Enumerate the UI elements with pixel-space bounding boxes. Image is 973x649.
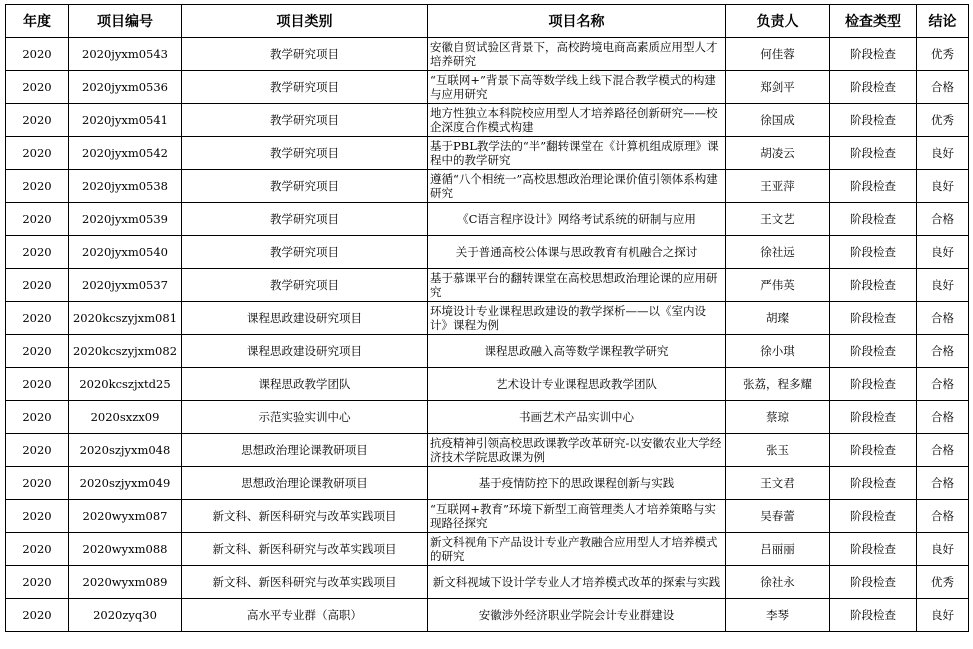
cell-year: 2020 [6,236,69,269]
cell-year: 2020 [6,38,69,71]
project-name-text: 遵循“八个相统一”高校思想政治理论课价值引领体系构建研究 [430,172,718,200]
cell-check-type: 阶段检查 [830,533,917,566]
cell-category: 新文科、新医科研究与改革实践项目 [182,500,428,533]
table-row [6,500,969,533]
cell-category: 思想政治理论课教研项目 [182,434,428,467]
cell-code: 2020jyxm0542 [69,137,182,170]
project-name-text: 基于疫情防控下的思政课程创新与实践 [478,476,675,490]
cell-check-type: 阶段检查 [830,500,917,533]
cell-category: 教学研究项目 [182,203,428,236]
cell-category: 教学研究项目 [182,170,428,203]
cell-year: 2020 [6,203,69,236]
cell-year: 2020 [6,500,69,533]
table-row [6,599,969,632]
cell-check-type: 阶段检查 [830,434,917,467]
cell-code: 2020wyxm089 [69,566,182,599]
cell-project-name [428,170,726,203]
cell-year: 2020 [6,566,69,599]
cell-code: 2020kcszyjxm081 [69,302,182,335]
project-name-text: 安徽涉外经济职业学院会计专业群建设 [478,608,675,622]
cell-leader: 徐社远 [726,236,830,269]
cell-check-type: 阶段检查 [830,566,917,599]
project-name-text: 《C语言程序设计》网络考试系统的研制与应用 [457,212,696,226]
cell-year: 2020 [6,533,69,566]
cell-project-name [428,599,726,632]
cell-check-type: 阶段检查 [830,170,917,203]
cell-result: 优秀 [917,566,969,599]
cell-leader: 何佳蓉 [726,38,830,71]
project-name-text: 新文科视域下设计学专业人才培养模式改革的探索与实践 [432,575,721,589]
cell-year: 2020 [6,269,69,302]
cell-year: 2020 [6,401,69,434]
cell-project-name [428,302,726,335]
cell-code: 2020wyxm087 [69,500,182,533]
cell-leader: 徐社永 [726,566,830,599]
cell-code: 2020jyxm0541 [69,104,182,137]
cell-category: 课程思政建设研究项目 [182,335,428,368]
cell-result: 合格 [917,500,969,533]
cell-category: 教学研究项目 [182,137,428,170]
cell-leader: 胡璨 [726,302,830,335]
cell-code: 2020jyxm0538 [69,170,182,203]
cell-check-type: 阶段检查 [830,203,917,236]
cell-code: 2020jyxm0540 [69,236,182,269]
cell-project-name [428,434,726,467]
cell-year: 2020 [6,137,69,170]
table-row [6,38,969,71]
project-table [5,4,969,632]
cell-code: 2020kcszyjxm082 [69,335,182,368]
cell-code: 2020jyxm0543 [69,38,182,71]
cell-year: 2020 [6,71,69,104]
cell-leader: 王文艺 [726,203,830,236]
cell-code: 2020jyxm0536 [69,71,182,104]
cell-project-name [428,269,726,302]
table-row [6,401,969,434]
cell-year: 2020 [6,434,69,467]
table-row [6,335,969,368]
cell-leader: 吴春蕾 [726,500,830,533]
cell-result: 合格 [917,467,969,500]
table-body [6,38,969,632]
cell-result: 良好 [917,236,969,269]
cell-category: 教学研究项目 [182,269,428,302]
cell-category: 教学研究项目 [182,38,428,71]
header-year: 年度 [6,5,69,38]
cell-leader: 徐国成 [726,104,830,137]
cell-year: 2020 [6,104,69,137]
cell-result: 良好 [917,533,969,566]
project-name-text: 艺术设计专业课程思政教学团队 [496,377,657,391]
cell-result: 良好 [917,269,969,302]
table-row [6,170,969,203]
cell-check-type: 阶段检查 [830,71,917,104]
cell-year: 2020 [6,170,69,203]
cell-category: 思想政治理论课教研项目 [182,467,428,500]
cell-result: 优秀 [917,104,969,137]
cell-result: 合格 [917,71,969,104]
project-name-text: “互联网+”背景下高等数学线上线下混合教学模式的构建与应用研究 [430,73,716,101]
cell-code: 2020jyxm0537 [69,269,182,302]
cell-check-type: 阶段检查 [830,599,917,632]
cell-check-type: 阶段检查 [830,137,917,170]
cell-project-name [428,137,726,170]
cell-check-type: 阶段检查 [830,401,917,434]
table-row [6,434,969,467]
cell-result: 合格 [917,401,969,434]
cell-year: 2020 [6,467,69,500]
cell-code: 2020wyxm088 [69,533,182,566]
project-name-text: 抗疫精神引领高校思政课教学改革研究-以安徽农业大学经济技术学院思政课为例 [430,436,722,464]
cell-project-name [428,401,726,434]
cell-project-name [428,566,726,599]
cell-category: 新文科、新医科研究与改革实践项目 [182,533,428,566]
table-row [6,533,969,566]
project-name-text: 书画艺术产品实训中心 [519,410,634,424]
cell-leader: 李琴 [726,599,830,632]
table-header-row [6,5,969,38]
table-row [6,137,969,170]
cell-project-name [428,368,726,401]
table-row [6,368,969,401]
header-category: 项目类别 [182,5,428,38]
cell-check-type: 阶段检查 [830,335,917,368]
cell-year: 2020 [6,599,69,632]
cell-code: 2020szjyxm049 [69,467,182,500]
header-leader: 负责人 [726,5,830,38]
cell-check-type: 阶段检查 [830,38,917,71]
cell-code: 2020sxzx09 [69,401,182,434]
cell-leader: 严伟英 [726,269,830,302]
table-row [6,269,969,302]
cell-project-name [428,533,726,566]
cell-code: 2020szjyxm048 [69,434,182,467]
cell-leader: 张荔，程多耀 [726,368,830,401]
cell-leader: 张玉 [726,434,830,467]
project-name-text: 课程思政融入高等数学课程教学研究 [484,344,669,358]
cell-year: 2020 [6,302,69,335]
cell-check-type: 阶段检查 [830,104,917,137]
table-row [6,566,969,599]
cell-leader: 王文君 [726,467,830,500]
cell-category: 课程思政建设研究项目 [182,302,428,335]
cell-result: 合格 [917,434,969,467]
cell-check-type: 阶段检查 [830,269,917,302]
project-name-text: 基于PBL教学法的“半”翻转课堂在《计算机组成原理》课程中的教学研究 [430,139,719,167]
cell-result: 合格 [917,335,969,368]
project-name-text: 地方性独立本科院校应用型人才培养路径创新研究——校企深度合作模式构建 [430,106,718,134]
cell-project-name [428,236,726,269]
header-name: 项目名称 [428,5,726,38]
cell-project-name [428,38,726,71]
header-check-type: 检查类型 [830,5,917,38]
project-name-text: 关于普通高校公体课与思政教育有机融合之探讨 [455,245,698,259]
cell-category: 教学研究项目 [182,71,428,104]
cell-code: 2020jyxm0539 [69,203,182,236]
cell-category: 课程思政教学团队 [182,368,428,401]
table-row [6,71,969,104]
cell-project-name [428,500,726,533]
project-name-text: 安徽自贸试验区背景下，高校跨境电商高素质应用型人才培养研究 [430,40,718,68]
header-code: 项目编号 [69,5,182,38]
cell-result: 良好 [917,137,969,170]
cell-check-type: 阶段检查 [830,467,917,500]
cell-result: 合格 [917,302,969,335]
cell-leader: 郑剑平 [726,71,830,104]
header-result: 结论 [917,5,969,38]
project-name-text: “互联网+教育”环境下新型工商管理类人才培养策略与实现路径探究 [430,502,716,530]
project-name-text: 新文科视角下产品设计专业产教融合应用型人才培养模式的研究 [430,535,718,563]
table-row [6,302,969,335]
cell-leader: 王亚萍 [726,170,830,203]
cell-result: 合格 [917,368,969,401]
cell-check-type: 阶段检查 [830,236,917,269]
project-name-text: 基于慕课平台的翻转课堂在高校思想政治理论课的应用研究 [430,271,718,299]
cell-leader: 徐小琪 [726,335,830,368]
cell-category: 示范实验实训中心 [182,401,428,434]
cell-code: 2020zyq30 [69,599,182,632]
cell-leader: 吕丽丽 [726,533,830,566]
cell-category: 教学研究项目 [182,236,428,269]
cell-result: 合格 [917,203,969,236]
cell-result: 良好 [917,170,969,203]
table-row [6,203,969,236]
project-name-text: 环境设计专业课程思政建设的教学探析——以《室内设计》课程为例 [430,304,706,332]
cell-category: 教学研究项目 [182,104,428,137]
cell-result: 良好 [917,599,969,632]
cell-check-type: 阶段检查 [830,368,917,401]
cell-category: 高水平专业群（高职） [182,599,428,632]
cell-code: 2020kcszjxtd25 [69,368,182,401]
cell-project-name [428,104,726,137]
cell-project-name [428,467,726,500]
table-row [6,104,969,137]
table-row [6,236,969,269]
table-row [6,467,969,500]
cell-leader: 蔡琼 [726,401,830,434]
cell-result: 优秀 [917,38,969,71]
cell-category: 新文科、新医科研究与改革实践项目 [182,566,428,599]
cell-year: 2020 [6,368,69,401]
cell-year: 2020 [6,335,69,368]
cell-check-type: 阶段检查 [830,302,917,335]
cell-project-name [428,335,726,368]
cell-project-name [428,71,726,104]
cell-project-name [428,203,726,236]
cell-leader: 胡凌云 [726,137,830,170]
